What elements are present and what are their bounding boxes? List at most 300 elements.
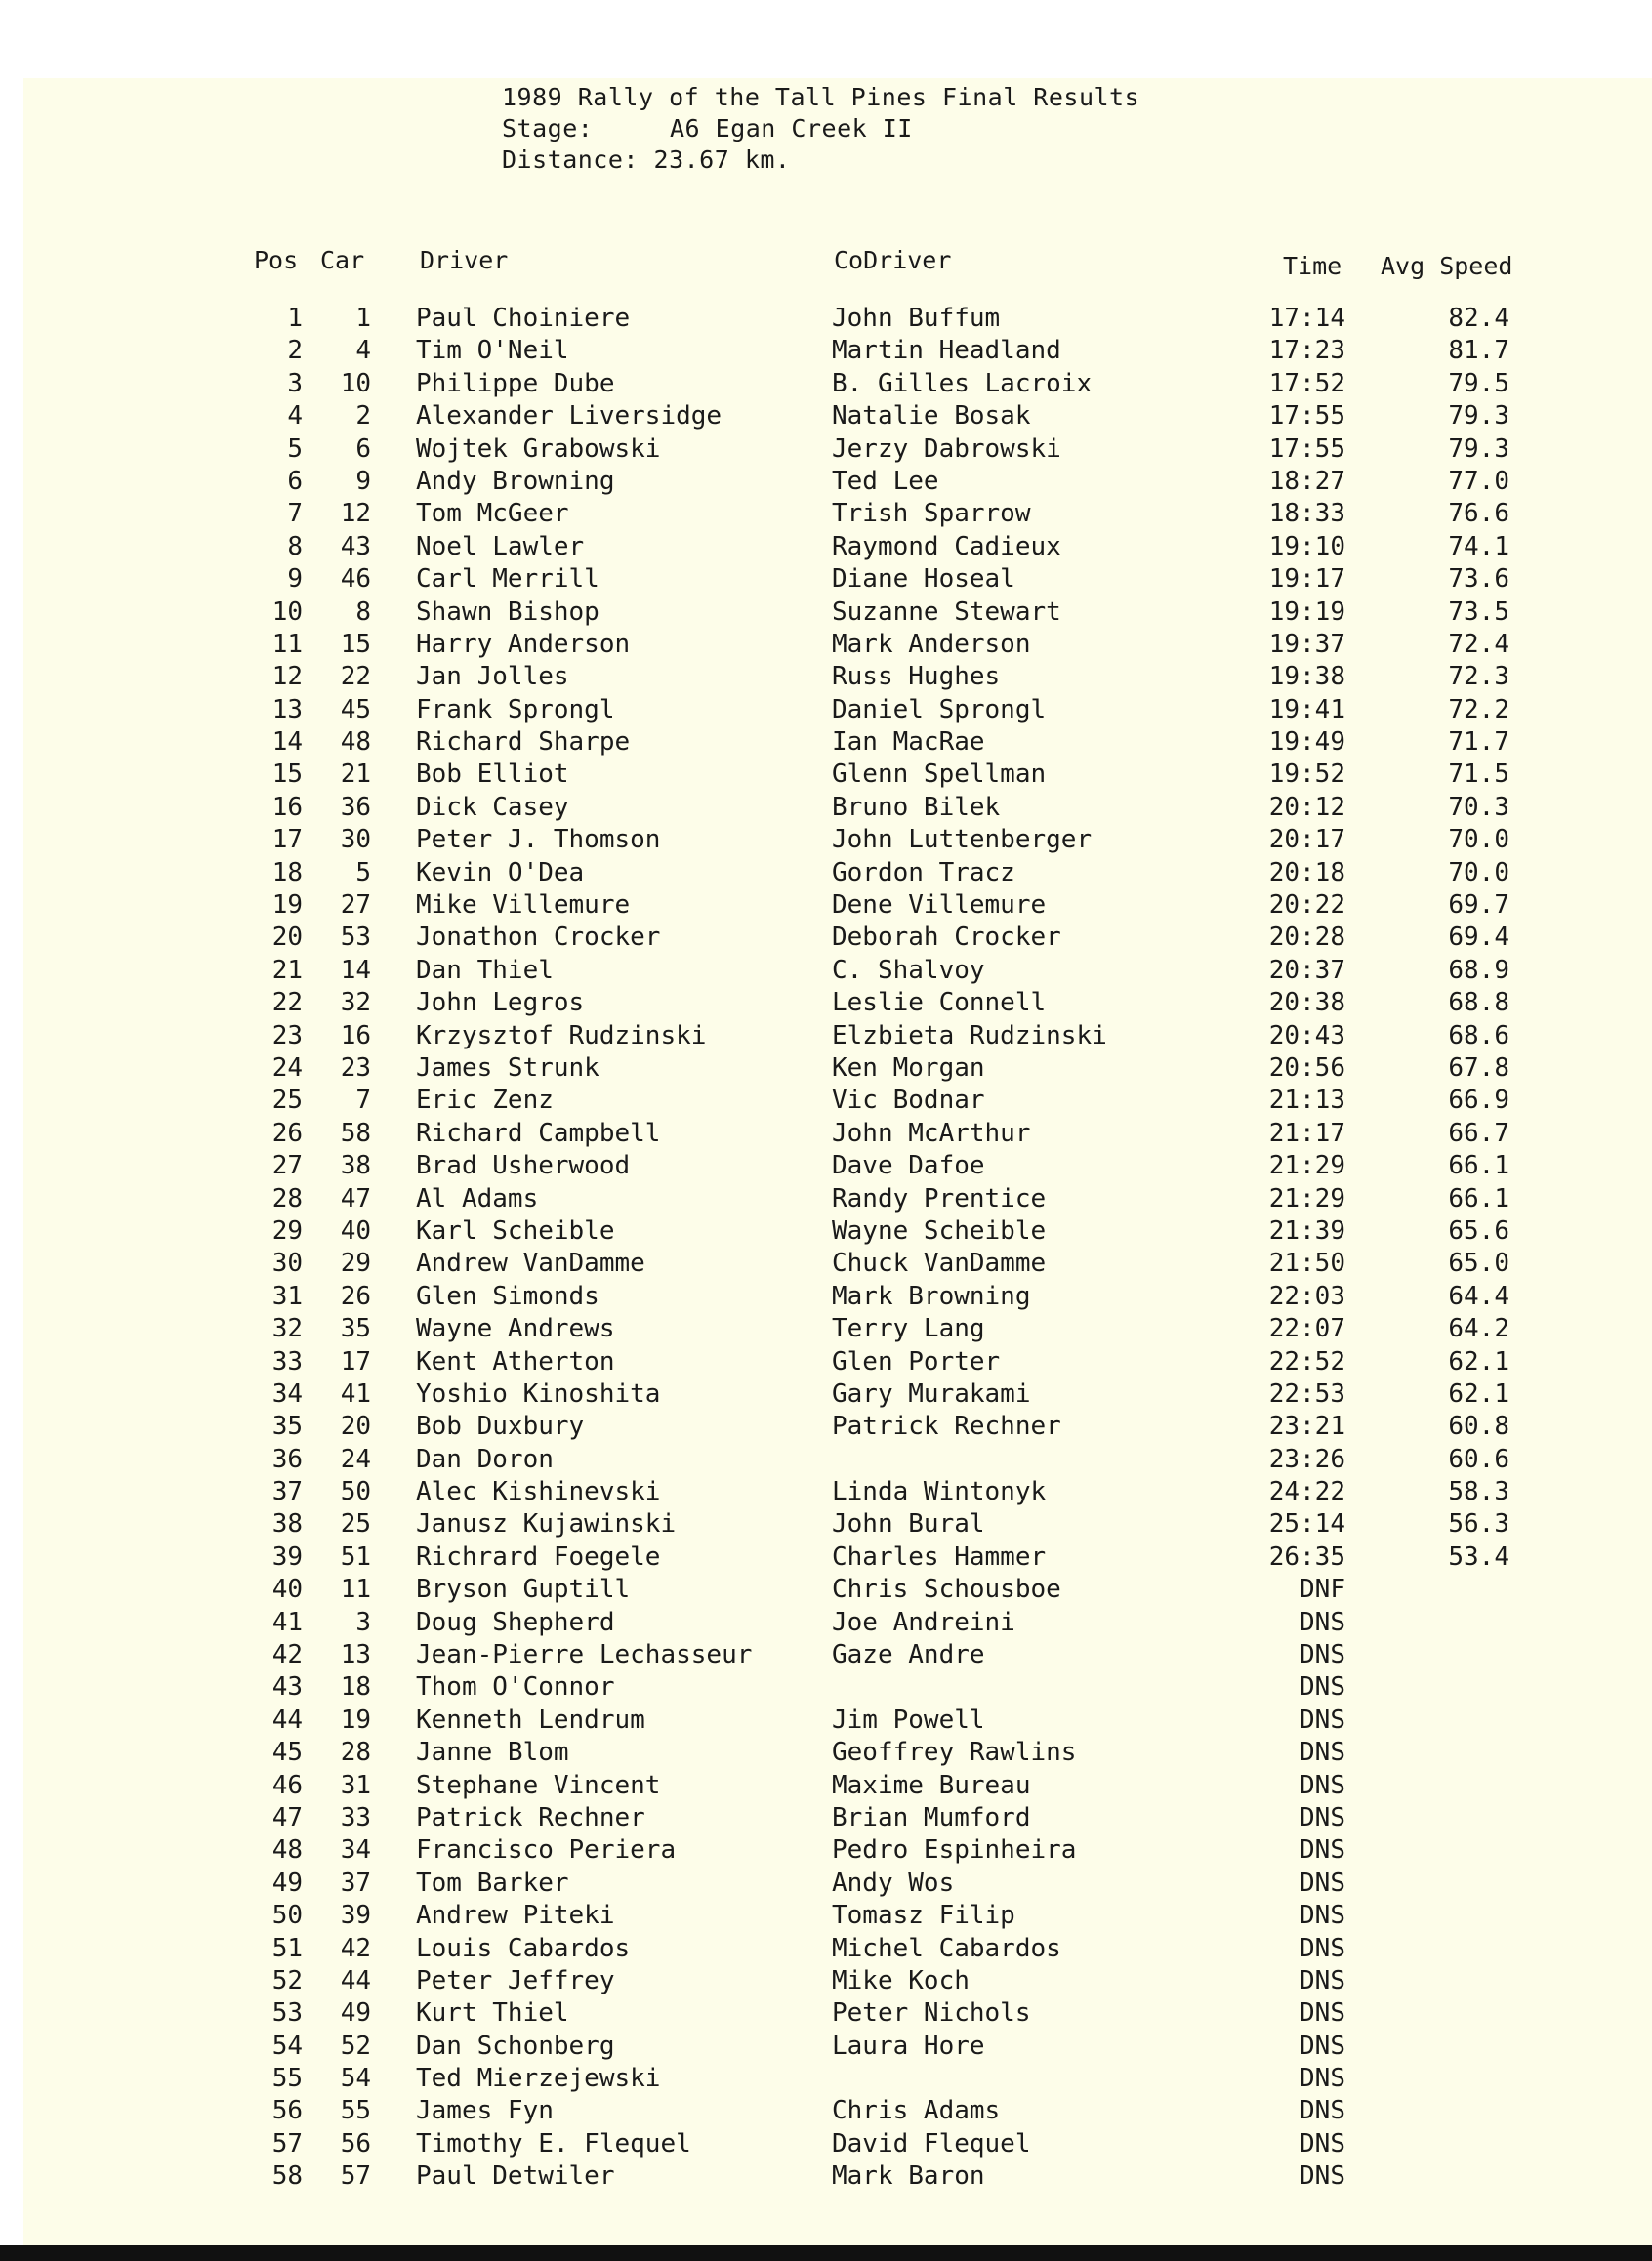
codriver-cell: Diane Hoseal bbox=[832, 564, 1015, 595]
time-cell: DNS bbox=[1300, 1607, 1345, 1637]
car-number-cell: 41 bbox=[340, 1378, 371, 1409]
car-number-cell: 11 bbox=[340, 1575, 371, 1605]
position-cell: 52 bbox=[271, 1965, 303, 1995]
driver-cell: Jan Jolles bbox=[416, 662, 569, 692]
codriver-cell: Mark Baron bbox=[832, 2161, 985, 2192]
codriver-cell: Russ Hughes bbox=[832, 662, 1001, 692]
table-row bbox=[0, 1868, 1652, 1900]
table-row bbox=[0, 1607, 1652, 1639]
position-cell: 12 bbox=[271, 662, 303, 692]
car-number-cell: 25 bbox=[340, 1509, 371, 1540]
time-cell: 19:49 bbox=[1268, 727, 1345, 758]
table-row bbox=[0, 889, 1652, 922]
codriver-cell: Gordon Tracz bbox=[832, 857, 1015, 887]
avg-speed-cell: 70.0 bbox=[1448, 857, 1509, 887]
car-number-cell: 31 bbox=[340, 1770, 371, 1800]
position-cell: 13 bbox=[271, 694, 303, 724]
driver-cell: Glen Simonds bbox=[416, 1281, 599, 1311]
codriver-cell: Andy Wos bbox=[832, 1868, 955, 1898]
avg-speed-cell: 56.3 bbox=[1448, 1509, 1509, 1540]
time-cell: DNF bbox=[1300, 1575, 1345, 1605]
position-cell: 15 bbox=[271, 760, 303, 790]
driver-cell: Alexander Liversidge bbox=[416, 401, 723, 432]
table-row bbox=[0, 335, 1652, 367]
driver-cell: Krzysztof Rudzinski bbox=[416, 1020, 707, 1050]
driver-cell: Mike Villemure bbox=[416, 890, 631, 921]
driver-cell: Kevin O'Dea bbox=[416, 857, 585, 887]
position-cell: 21 bbox=[271, 955, 303, 985]
codriver-cell: Mike Koch bbox=[832, 1965, 970, 1995]
time-cell: DNS bbox=[1300, 2128, 1345, 2158]
table-row bbox=[0, 2095, 1652, 2127]
time-cell: 21:50 bbox=[1268, 1249, 1345, 1279]
column-header-pos: Pos bbox=[254, 246, 299, 274]
position-cell: 5 bbox=[287, 433, 303, 464]
driver-cell: Ted Mierzejewski bbox=[416, 2064, 661, 2094]
codriver-cell: Bruno Bilek bbox=[832, 792, 1001, 822]
time-cell: 17:23 bbox=[1268, 336, 1345, 366]
table-row bbox=[0, 1313, 1652, 1345]
driver-cell: Noel Lawler bbox=[416, 531, 585, 561]
table-row bbox=[0, 1444, 1652, 1476]
table-row bbox=[0, 466, 1652, 498]
table-row bbox=[0, 2160, 1652, 2193]
car-number-cell: 18 bbox=[340, 1672, 371, 1703]
position-cell: 2 bbox=[287, 336, 303, 366]
position-cell: 31 bbox=[271, 1281, 303, 1311]
position-cell: 33 bbox=[271, 1346, 303, 1377]
table-row bbox=[0, 1965, 1652, 1997]
codriver-cell: Ted Lee bbox=[832, 466, 939, 496]
position-cell: 55 bbox=[271, 2064, 303, 2094]
avg-speed-cell: 73.5 bbox=[1448, 596, 1509, 627]
driver-cell: Tom Barker bbox=[416, 1868, 569, 1898]
time-cell: 22:03 bbox=[1268, 1281, 1345, 1311]
time-cell: 20:56 bbox=[1268, 1052, 1345, 1083]
position-cell: 3 bbox=[287, 368, 303, 398]
codriver-cell: Mark Anderson bbox=[832, 629, 1031, 659]
codriver-cell: Leslie Connell bbox=[832, 988, 1047, 1018]
codriver-cell: Joe Andreini bbox=[832, 1607, 1015, 1637]
car-number-cell: 19 bbox=[340, 1705, 371, 1735]
time-cell: 21:13 bbox=[1268, 1086, 1345, 1116]
driver-cell: Jonathon Crocker bbox=[416, 923, 661, 953]
car-number-cell: 21 bbox=[340, 760, 371, 790]
codriver-cell: John McArthur bbox=[832, 1118, 1031, 1148]
time-cell: 19:19 bbox=[1268, 596, 1345, 627]
driver-cell: Richard Campbell bbox=[416, 1118, 661, 1148]
time-cell: 22:53 bbox=[1268, 1378, 1345, 1409]
position-cell: 17 bbox=[271, 825, 303, 855]
time-cell: 20:43 bbox=[1268, 1020, 1345, 1050]
avg-speed-cell: 64.2 bbox=[1448, 1314, 1509, 1344]
codriver-cell: Natalie Bosak bbox=[832, 401, 1031, 432]
time-cell: 17:14 bbox=[1268, 304, 1345, 333]
driver-cell: Francisco Periera bbox=[416, 1835, 677, 1866]
avg-speed-cell: 69.7 bbox=[1448, 890, 1509, 921]
position-cell: 35 bbox=[271, 1412, 303, 1442]
table-row bbox=[0, 1020, 1652, 1052]
codriver-cell: Patrick Rechner bbox=[832, 1412, 1061, 1442]
codriver-cell: Chris Schousboe bbox=[832, 1575, 1061, 1605]
car-number-cell: 51 bbox=[340, 1542, 371, 1572]
codriver-cell: Vic Bodnar bbox=[832, 1086, 985, 1116]
driver-cell: Kent Atherton bbox=[416, 1346, 615, 1377]
car-number-cell: 45 bbox=[340, 694, 371, 724]
avg-speed-cell: 62.1 bbox=[1448, 1378, 1509, 1409]
time-cell: 23:26 bbox=[1268, 1444, 1345, 1474]
position-cell: 50 bbox=[271, 1901, 303, 1931]
driver-cell: Kenneth Lendrum bbox=[416, 1705, 645, 1735]
avg-speed-cell: 74.1 bbox=[1448, 531, 1509, 561]
codriver-cell: Maxime Bureau bbox=[832, 1770, 1031, 1800]
driver-cell: Dick Casey bbox=[416, 792, 569, 822]
driver-cell: Paul Detwiler bbox=[416, 2161, 615, 2192]
car-number-cell: 15 bbox=[340, 629, 371, 659]
position-cell: 44 bbox=[271, 1705, 303, 1735]
time-cell: DNS bbox=[1300, 1965, 1345, 1995]
driver-cell: Alec Kishinevski bbox=[416, 1477, 661, 1507]
time-cell: 21:29 bbox=[1268, 1151, 1345, 1181]
car-number-cell: 20 bbox=[340, 1412, 371, 1442]
codriver-cell: Peter Nichols bbox=[832, 1998, 1031, 2029]
car-number-cell: 50 bbox=[340, 1477, 371, 1507]
position-cell: 48 bbox=[271, 1835, 303, 1866]
driver-cell: Frank Sprongl bbox=[416, 694, 615, 724]
column-header-time: Time bbox=[1283, 252, 1342, 280]
time-cell: 25:14 bbox=[1268, 1509, 1345, 1540]
car-number-cell: 1 bbox=[355, 304, 371, 333]
codriver-cell: Ian MacRae bbox=[832, 727, 985, 758]
car-number-cell: 37 bbox=[340, 1868, 371, 1898]
position-cell: 54 bbox=[271, 2031, 303, 2061]
car-number-cell: 28 bbox=[340, 1738, 371, 1768]
table-row bbox=[0, 726, 1652, 759]
time-cell: DNS bbox=[1300, 2161, 1345, 2192]
position-cell: 37 bbox=[271, 1477, 303, 1507]
car-number-cell: 4 bbox=[355, 336, 371, 366]
time-cell: DNS bbox=[1300, 1738, 1345, 1768]
codriver-cell: Ken Morgan bbox=[832, 1052, 985, 1083]
stage-value: A6 Egan Creek II bbox=[670, 114, 913, 143]
position-cell: 40 bbox=[271, 1575, 303, 1605]
codriver-cell: John Bural bbox=[832, 1509, 985, 1540]
driver-cell: James Fyn bbox=[416, 2096, 554, 2126]
time-cell: 21:17 bbox=[1268, 1118, 1345, 1148]
position-cell: 51 bbox=[271, 1933, 303, 1963]
time-cell: 20:22 bbox=[1268, 890, 1345, 921]
stage-line bbox=[502, 113, 1139, 144]
avg-speed-cell: 65.6 bbox=[1448, 1215, 1509, 1246]
position-cell: 20 bbox=[271, 923, 303, 953]
driver-cell: Bryson Guptill bbox=[416, 1575, 631, 1605]
time-cell: 17:52 bbox=[1268, 368, 1345, 398]
column-header-car: Car bbox=[320, 246, 365, 274]
avg-speed-cell: 62.1 bbox=[1448, 1346, 1509, 1377]
table-row bbox=[0, 1574, 1652, 1606]
driver-cell: Peter Jeffrey bbox=[416, 1965, 615, 1995]
codriver-cell: Martin Headland bbox=[832, 336, 1061, 366]
driver-cell: Andy Browning bbox=[416, 466, 615, 496]
table-row bbox=[0, 368, 1652, 400]
driver-cell: Peter J. Thomson bbox=[416, 825, 661, 855]
time-cell: DNS bbox=[1300, 1640, 1345, 1670]
driver-cell: Harry Anderson bbox=[416, 629, 631, 659]
time-cell: 18:33 bbox=[1268, 499, 1345, 529]
driver-cell: Richrard Foegele bbox=[416, 1542, 661, 1572]
time-cell: 19:41 bbox=[1268, 694, 1345, 724]
car-number-cell: 58 bbox=[340, 1118, 371, 1148]
stage-label: Stage: bbox=[502, 114, 594, 143]
position-cell: 25 bbox=[271, 1086, 303, 1116]
driver-cell: Bob Duxbury bbox=[416, 1412, 585, 1442]
codriver-cell: Daniel Sprongl bbox=[832, 694, 1047, 724]
time-cell: 21:39 bbox=[1268, 1215, 1345, 1246]
position-cell: 41 bbox=[271, 1607, 303, 1637]
codriver-cell: Wayne Scheible bbox=[832, 1215, 1047, 1246]
car-number-cell: 46 bbox=[340, 564, 371, 595]
avg-speed-cell: 66.9 bbox=[1448, 1086, 1509, 1116]
table-row bbox=[0, 1508, 1652, 1541]
codriver-cell: Chris Adams bbox=[832, 2096, 1001, 2126]
driver-cell: Tim O'Neil bbox=[416, 336, 569, 366]
position-cell: 58 bbox=[271, 2161, 303, 2192]
avg-speed-cell: 72.2 bbox=[1448, 694, 1509, 724]
column-header-codriver: CoDriver bbox=[834, 246, 952, 274]
time-cell: DNS bbox=[1300, 1705, 1345, 1735]
avg-speed-cell: 67.8 bbox=[1448, 1052, 1509, 1083]
time-cell: 19:52 bbox=[1268, 760, 1345, 790]
codriver-cell: Jim Powell bbox=[832, 1705, 985, 1735]
document-header bbox=[502, 82, 1139, 176]
avg-speed-cell: 79.5 bbox=[1448, 368, 1509, 398]
car-number-cell: 36 bbox=[340, 792, 371, 822]
position-cell: 42 bbox=[271, 1640, 303, 1670]
time-cell: DNS bbox=[1300, 1933, 1345, 1963]
codriver-cell: Dene Villemure bbox=[832, 890, 1047, 921]
table-row bbox=[0, 694, 1652, 726]
car-number-cell: 53 bbox=[340, 923, 371, 953]
table-row bbox=[0, 1378, 1652, 1411]
time-cell: 23:21 bbox=[1268, 1412, 1345, 1442]
driver-cell: Louis Cabardos bbox=[416, 1933, 631, 1963]
position-cell: 22 bbox=[271, 988, 303, 1018]
avg-speed-cell: 66.1 bbox=[1448, 1151, 1509, 1181]
time-cell: 22:52 bbox=[1268, 1346, 1345, 1377]
time-cell: 20:12 bbox=[1268, 792, 1345, 822]
codriver-cell: Tomasz Filip bbox=[832, 1901, 1015, 1931]
driver-cell: John Legros bbox=[416, 988, 585, 1018]
avg-speed-cell: 58.3 bbox=[1448, 1477, 1509, 1507]
driver-cell: Wojtek Grabowski bbox=[416, 433, 661, 464]
table-row bbox=[0, 2063, 1652, 2095]
time-cell: DNS bbox=[1300, 1835, 1345, 1866]
position-cell: 34 bbox=[271, 1378, 303, 1409]
avg-speed-cell: 60.6 bbox=[1448, 1444, 1509, 1474]
table-row bbox=[0, 1215, 1652, 1248]
driver-cell: Yoshio Kinoshita bbox=[416, 1378, 661, 1409]
position-cell: 7 bbox=[287, 499, 303, 529]
car-number-cell: 14 bbox=[340, 955, 371, 985]
codriver-cell: Laura Hore bbox=[832, 2031, 985, 2061]
car-number-cell: 47 bbox=[340, 1183, 371, 1213]
position-cell: 47 bbox=[271, 1802, 303, 1832]
car-number-cell: 9 bbox=[355, 466, 371, 496]
position-cell: 11 bbox=[271, 629, 303, 659]
time-cell: DNS bbox=[1300, 1672, 1345, 1703]
avg-speed-cell: 66.7 bbox=[1448, 1118, 1509, 1148]
avg-speed-cell: 71.7 bbox=[1448, 727, 1509, 758]
avg-speed-cell: 72.4 bbox=[1448, 629, 1509, 659]
codriver-cell: John Buffum bbox=[832, 304, 1001, 333]
position-cell: 28 bbox=[271, 1183, 303, 1213]
avg-speed-cell: 70.3 bbox=[1448, 792, 1509, 822]
table-row bbox=[0, 1281, 1652, 1313]
table-row bbox=[0, 824, 1652, 856]
avg-speed-cell: 69.4 bbox=[1448, 923, 1509, 953]
position-cell: 27 bbox=[271, 1151, 303, 1181]
table-row bbox=[0, 433, 1652, 466]
time-cell: 26:35 bbox=[1268, 1542, 1345, 1572]
time-cell: 18:27 bbox=[1268, 466, 1345, 496]
codriver-cell: Glenn Spellman bbox=[832, 760, 1047, 790]
table-row bbox=[0, 498, 1652, 530]
driver-cell: Thom O'Connor bbox=[416, 1672, 615, 1703]
codriver-cell: B. Gilles Lacroix bbox=[832, 368, 1093, 398]
codriver-cell: Pedro Espinheira bbox=[832, 1835, 1077, 1866]
time-cell: 19:10 bbox=[1268, 531, 1345, 561]
driver-cell: Kurt Thiel bbox=[416, 1998, 569, 2029]
car-number-cell: 52 bbox=[340, 2031, 371, 2061]
car-number-cell: 2 bbox=[355, 401, 371, 432]
position-cell: 6 bbox=[287, 466, 303, 496]
car-number-cell: 17 bbox=[340, 1346, 371, 1377]
avg-speed-cell: 70.0 bbox=[1448, 825, 1509, 855]
driver-cell: Timothy E. Flequel bbox=[416, 2128, 691, 2158]
driver-cell: Patrick Rechner bbox=[416, 1802, 645, 1832]
driver-cell: Carl Merrill bbox=[416, 564, 599, 595]
table-row bbox=[0, 1639, 1652, 1671]
time-cell: 22:07 bbox=[1268, 1314, 1345, 1344]
car-number-cell: 22 bbox=[340, 662, 371, 692]
driver-cell: Jean-Pierre Lechasseur bbox=[416, 1640, 753, 1670]
table-row bbox=[0, 531, 1652, 563]
time-cell: DNS bbox=[1300, 1998, 1345, 2029]
table-row bbox=[0, 1737, 1652, 1769]
car-number-cell: 56 bbox=[340, 2128, 371, 2158]
position-cell: 8 bbox=[287, 531, 303, 561]
driver-cell: Stephane Vincent bbox=[416, 1770, 661, 1800]
table-row bbox=[0, 1900, 1652, 1932]
position-cell: 46 bbox=[271, 1770, 303, 1800]
car-number-cell: 6 bbox=[355, 433, 371, 464]
column-header-driver: Driver bbox=[420, 246, 509, 274]
driver-cell: Andrew VanDamme bbox=[416, 1249, 645, 1279]
table-row bbox=[0, 922, 1652, 954]
time-cell: 21:29 bbox=[1268, 1183, 1345, 1213]
time-cell: 20:37 bbox=[1268, 955, 1345, 985]
table-row bbox=[0, 792, 1652, 824]
time-cell: DNS bbox=[1300, 1802, 1345, 1832]
table-row bbox=[0, 1183, 1652, 1215]
car-number-cell: 29 bbox=[340, 1249, 371, 1279]
codriver-cell: Mark Browning bbox=[832, 1281, 1031, 1311]
table-row bbox=[0, 759, 1652, 791]
driver-cell: Al Adams bbox=[416, 1183, 539, 1213]
table-row bbox=[0, 987, 1652, 1019]
position-cell: 32 bbox=[271, 1314, 303, 1344]
car-number-cell: 5 bbox=[355, 857, 371, 887]
codriver-cell: Gary Murakami bbox=[832, 1378, 1031, 1409]
time-cell: 17:55 bbox=[1268, 433, 1345, 464]
position-cell: 43 bbox=[271, 1672, 303, 1703]
driver-cell: Dan Thiel bbox=[416, 955, 554, 985]
avg-speed-cell: 60.8 bbox=[1448, 1412, 1509, 1442]
time-cell: DNS bbox=[1300, 2096, 1345, 2126]
time-cell: 19:38 bbox=[1268, 662, 1345, 692]
position-cell: 53 bbox=[271, 1998, 303, 2029]
codriver-cell: C. Shalvoy bbox=[832, 955, 985, 985]
table-row bbox=[0, 2128, 1652, 2160]
codriver-cell: Chuck VanDamme bbox=[832, 1249, 1047, 1279]
position-cell: 10 bbox=[271, 596, 303, 627]
position-cell: 16 bbox=[271, 792, 303, 822]
position-cell: 29 bbox=[271, 1215, 303, 1246]
car-number-cell: 55 bbox=[340, 2096, 371, 2126]
position-cell: 49 bbox=[271, 1868, 303, 1898]
avg-speed-cell: 73.6 bbox=[1448, 564, 1509, 595]
table-row bbox=[0, 1150, 1652, 1182]
car-number-cell: 40 bbox=[340, 1215, 371, 1246]
car-number-cell: 24 bbox=[340, 1444, 371, 1474]
column-header-avg-speed: Avg Speed bbox=[1381, 252, 1513, 280]
codriver-cell: Michel Cabardos bbox=[832, 1933, 1061, 1963]
driver-cell: Shawn Bishop bbox=[416, 596, 599, 627]
table-row bbox=[0, 1052, 1652, 1085]
codriver-cell: Dave Dafoe bbox=[832, 1151, 985, 1181]
table-row bbox=[0, 1770, 1652, 1802]
car-number-cell: 30 bbox=[340, 825, 371, 855]
table-row bbox=[0, 1542, 1652, 1574]
driver-cell: Janne Blom bbox=[416, 1738, 569, 1768]
distance-line: Distance: 23.67 km. bbox=[502, 145, 791, 174]
car-number-cell: 32 bbox=[340, 988, 371, 1018]
car-number-cell: 3 bbox=[355, 1607, 371, 1637]
avg-speed-cell: 81.7 bbox=[1448, 336, 1509, 366]
position-cell: 57 bbox=[271, 2128, 303, 2158]
position-cell: 9 bbox=[287, 564, 303, 595]
car-number-cell: 10 bbox=[340, 368, 371, 398]
position-cell: 18 bbox=[271, 857, 303, 887]
driver-cell: Paul Choiniere bbox=[416, 304, 631, 333]
driver-cell: Philippe Dube bbox=[416, 368, 615, 398]
codriver-cell: Suzanne Stewart bbox=[832, 596, 1061, 627]
avg-speed-cell: 77.0 bbox=[1448, 466, 1509, 496]
time-cell: 19:37 bbox=[1268, 629, 1345, 659]
car-number-cell: 26 bbox=[340, 1281, 371, 1311]
results-table bbox=[0, 303, 1652, 2194]
avg-speed-cell: 53.4 bbox=[1448, 1542, 1509, 1572]
driver-cell: Wayne Andrews bbox=[416, 1314, 615, 1344]
time-cell: DNS bbox=[1300, 1770, 1345, 1800]
table-row bbox=[0, 1802, 1652, 1834]
position-cell: 45 bbox=[271, 1738, 303, 1768]
car-number-cell: 34 bbox=[340, 1835, 371, 1866]
position-cell: 36 bbox=[271, 1444, 303, 1474]
time-cell: 19:17 bbox=[1268, 564, 1345, 595]
document-title: 1989 Rally of the Tall Pines Final Results bbox=[502, 83, 1140, 111]
driver-cell: Doug Shepherd bbox=[416, 1607, 615, 1637]
